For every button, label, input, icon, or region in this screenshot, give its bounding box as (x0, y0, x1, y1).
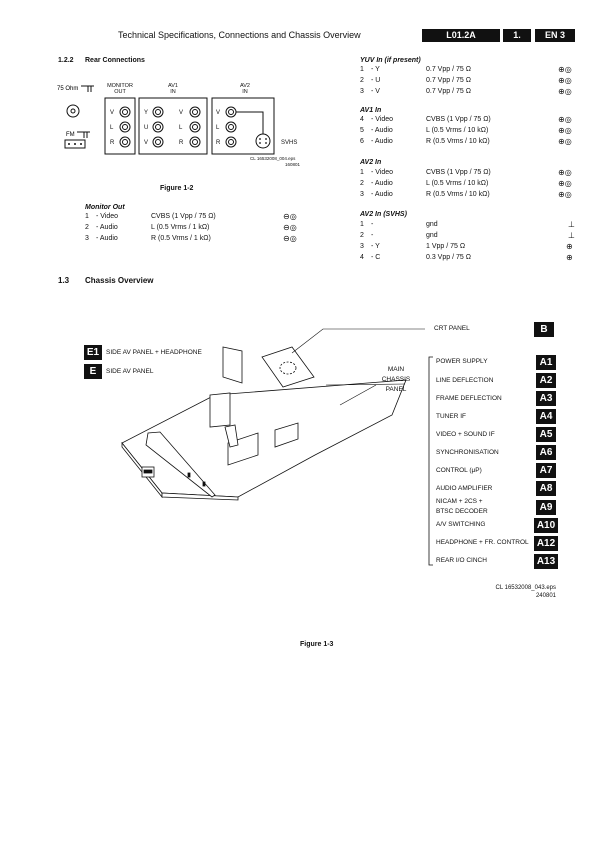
svg-text:U: U (144, 125, 149, 131)
svg-text:V: V (144, 140, 149, 146)
antenna-jack-icon (67, 105, 79, 117)
svg-text:Y: Y (144, 110, 149, 116)
antenna-icon (81, 86, 94, 92)
crt-panel-label: CRT PANEL (434, 325, 470, 332)
chassis-panel-list: POWER SUPPLY A1 LINE DEFLECTION A2 FRAME DEFLECTION A3 TUNER IF A4 VIDEO + SOUND IF A5 SYNCHRONISATION A6 CONTROL (μP) A7 AUDIO AMPLIFIER A8 NICAM + 2CS + BTSC DECODER A9 A/V SWITCHING A10 HEADPHONE + FR. CONTROL A12 REAR I/O CINCH A13 (436, 355, 581, 575)
monitor-out-label: MONITOR OUT (107, 83, 133, 95)
av1-title: AV1 In (360, 107, 382, 114)
input-jack-icon: ⊕◎ (558, 179, 572, 188)
svg-text:R: R (179, 140, 184, 146)
rear-ref-file: CL 16532008_004.eps (250, 156, 296, 161)
e-code: E (84, 364, 102, 379)
chassis-drawing (80, 315, 440, 505)
mon-jack-l: L (110, 125, 114, 131)
input-jack-icon: ⊕◎ (558, 168, 572, 177)
fm-antenna-icon (77, 132, 90, 138)
av2-box (212, 98, 274, 154)
fm-label: FM (66, 132, 75, 138)
input-jack-icon: ⊕◎ (558, 126, 572, 135)
mon-jack-r: R (110, 140, 115, 146)
crt-panel-shape (262, 347, 314, 387)
main-chassis-label: MAIN CHASSIS PANEL (381, 366, 411, 393)
yuv-title: YUV In (if present) (360, 57, 421, 64)
ground-icon: ⊥ (568, 220, 575, 229)
input-jack-icon: ⊕◎ (558, 87, 572, 96)
input-jack-icon: ⊕◎ (558, 190, 572, 199)
input-jack-icon: ⊕◎ (558, 65, 572, 74)
rear-heading: Rear Connections (85, 57, 145, 64)
model-badge: L01.2A (422, 29, 500, 42)
svg-text:V: V (179, 110, 184, 116)
monitor-out-table: 1 - Video CVBS (1 Vpp / 75 Ω) ⊖◎ 2 - Audio L (0.5 Vrms / 1 kΩ) ⊖◎ 3 - Audio R (0.5 Vrms / 1 kΩ) ⊖◎ (85, 212, 297, 243)
input-jack-icon: ⊕◎ (558, 76, 572, 85)
e1-label: SIDE AV PANEL + HEADPHONE (106, 349, 202, 356)
page-badge: EN 3 (535, 29, 575, 42)
svg-text:L: L (179, 125, 183, 131)
monitor-out-title: Monitor Out (85, 204, 125, 211)
av1-table: 4 - Video CVBS (1 Vpp / 75 Ω) ⊕◎ 5 - Audio L (0.5 Vrms / 10 kΩ) ⊕◎ 6 - Audio R (0.5 Vrms / 10 kΩ) ⊕◎ (360, 115, 572, 146)
input-jack-icon: ⊕◎ (558, 115, 572, 124)
section-badge: 1. (503, 29, 531, 42)
chassis-heading: Chassis Overview (85, 276, 154, 285)
ohm-label: 75 Ohm (57, 86, 79, 92)
audio-out-icon: ⊖◎ (283, 223, 297, 232)
av2-in-label: AV2 IN (240, 83, 250, 95)
mon-jack-v: V (110, 110, 115, 116)
rear-connectors-diagram (55, 80, 315, 180)
svhs-input-icon: ⊕ (566, 253, 573, 262)
header-title: Technical Specifications, Connections and Chassis Overview (118, 30, 361, 40)
svg-text:V: V (216, 110, 221, 116)
svhs-input-icon: ⊕ (566, 242, 573, 251)
av2-table: 1 - Video CVBS (1 Vpp / 75 Ω) ⊕◎ 2 - Audio L (0.5 Vrms / 10 kΩ) ⊕◎ 3 - Audio R (0.5 Vrms / 10 kΩ) ⊕◎ (360, 168, 572, 199)
av1-in-label: AV1 IN (168, 83, 178, 95)
chassis-heading-num: 1.3 (58, 276, 70, 285)
video-out-icon: ⊖◎ (283, 212, 297, 221)
rear-ref-date: 160801 (285, 162, 301, 167)
e-label: SIDE AV PANEL (106, 368, 154, 375)
chassis-ref: CL 16532008_043.eps 240801 (495, 585, 556, 599)
side-av-panel-shape (223, 347, 242, 383)
av2-svhs-title: AV2 In (SVHS) (360, 211, 407, 218)
crt-panel-code: B (534, 322, 554, 337)
e1-code: E1 (84, 345, 102, 360)
yuv-table: 1 - Y 0.7 Vpp / 75 Ω ⊕◎ 2 - U 0.7 Vpp / 75 Ω ⊕◎ 3 - V 0.7 Vpp / 75 Ω ⊕◎ (360, 65, 572, 96)
ground-icon: ⊥ (568, 231, 575, 240)
svg-text:L: L (216, 125, 220, 131)
list-bracket (425, 355, 435, 570)
audio-out-icon: ⊖◎ (283, 234, 297, 243)
av2-title: AV2 In (360, 159, 382, 166)
rear-heading-num: 1.2.2 (58, 57, 74, 64)
av2-svhs-table: 1 - gnd ⊥ 2 - gnd ⊥ 3 - Y 1 Vpp / 75 Ω ⊕ 4 - C 0.3 Vpp / 75 Ω ⊕ (360, 220, 575, 262)
figure-1-2-caption: Figure 1-2 (160, 185, 194, 192)
figure-1-3-caption: Figure 1-3 (300, 641, 334, 648)
input-jack-icon: ⊕◎ (558, 137, 572, 146)
svg-text:R: R (216, 140, 221, 146)
svhs-label: SVHS (281, 140, 298, 146)
svhs-jack-icon (256, 134, 270, 148)
